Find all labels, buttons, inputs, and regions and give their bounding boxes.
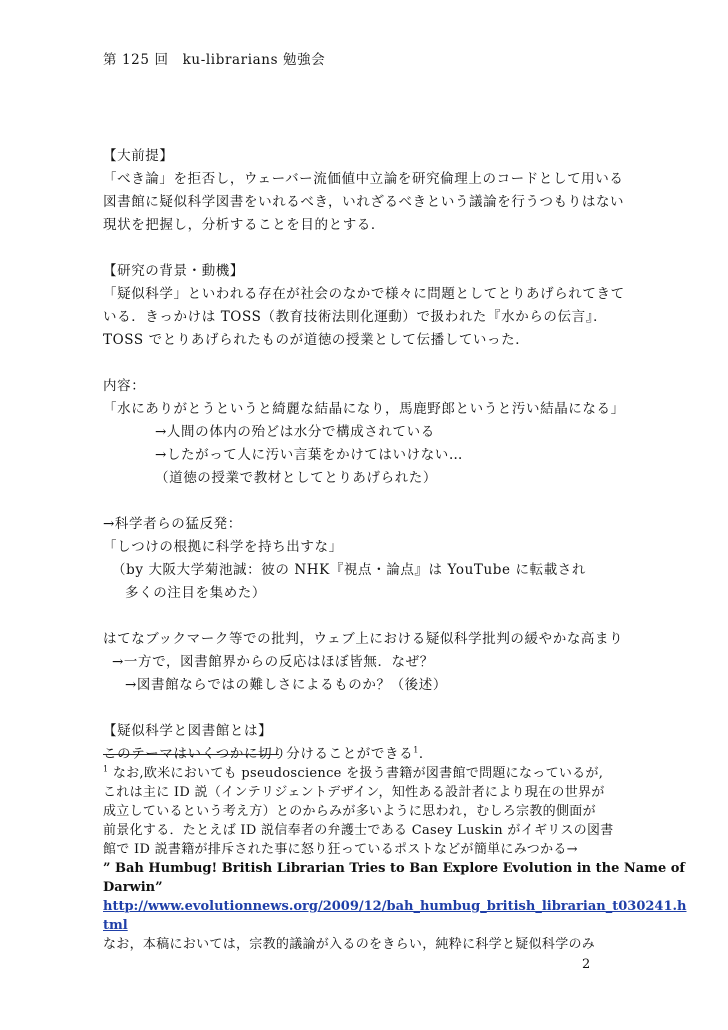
footnote-divider [103,754,279,755]
footnote-line: 前景化する．たとえば ID 説信奉者の弁護士である Casey Luskin がイギリスの図書 [103,823,614,838]
background-line: いる．きっかけは TOSS（教育技術法則化運動）で扱われた『水からの伝言』． [103,309,608,325]
footnote-line: これは主に ID 説（インテリジェントデザイン，知性ある設計者により現在の世界が [103,785,605,800]
criticism-line: →一方で，図書館界からの反応はほぼ皆無．なぜ？ [112,654,434,670]
rebuttal-line: 多くの注目を集めた） [125,585,266,601]
criticism-line: →図書館ならではの難しさによるものか？（後述） [125,677,447,693]
page-number: 2 [582,957,591,972]
footnote-reference[interactable]: 1 [413,745,419,755]
footnote-line: ” Bah Humbug! British Librarian Tries to Ban Explore Evolution in the Name of [103,861,686,876]
premise-line: 現状を把握し，分析することを目的とする． [103,217,385,233]
rebuttal-line: （by 大阪大学菊池誠：彼の NHK『視点・論点』は YouTube に転載され [112,562,586,578]
premise-line: 図書館に疑似科学図書をいれるべき，いれざるべきという議論を行うつもりはない [103,194,625,210]
premise-line: 「べき論」を拒否し，ウェーバー流価値中立論を研究倫理上のコードとして用いる [103,171,624,187]
footnote-line: 成立しているという考え方）とのからみが多いように思われ，むしろ宗教的側面が [103,804,596,819]
footnote-url-link[interactable]: http://www.evolutionnews.org/2009/12/bah_humbug_british_librarian_t030241.h [103,899,687,914]
background-line: TOSS でとりあげられたものが道徳の授業として伝播していった． [103,332,530,348]
content-quote: 「水にありがとうというと綺麗な結晶になり，馬鹿野郎というと汚い結晶になる」 [103,401,625,417]
background-heading: 【研究の背景・動機】 [103,263,244,279]
footnote-line: $^1$ なお,欧米においても pseudoscience を扱う書籍が図書館で問題になっているが, [103,764,604,781]
library-heading: 【疑似科学と図書館とは】 [103,723,273,739]
footnote-mark: 1 [103,764,109,774]
content-line: （道徳の授業で教材としてとりあげられた） [155,470,437,486]
content-line: →人間の体内の殆どは水分で構成されている [155,424,435,440]
page-header: 第 125 回 ku-librarians 勉強会 [103,52,326,68]
library-line: このテーマはいくつかに切り分けることができる$^1$． [103,745,434,762]
content-line: →したがって人に汚い言葉をかけてはいけない… [155,447,464,463]
criticism-line: はてなブックマーク等での批判，ウェブ上における疑似科学批判の緩やかな高まり [103,631,624,647]
footnote-line: Darwin” [103,880,163,895]
premise-heading: 【大前提】 [103,148,174,164]
content-heading: 内容： [103,378,146,394]
footnote-url-link-cont[interactable]: tml [103,918,128,933]
rebuttal-line: →科学者らの猛反発： [103,516,242,532]
background-line: 「疑似科学」といわれる存在が社会のなかで様々に問題としてとりあげられてきて [103,286,625,302]
footnote-line: 館で ID 説書籍が排斥された事に怒り狂っているポストなどが簡単にみつかる→ [103,842,578,857]
footnote-line: なお，本稿においては，宗教的議論が入るのをきらい，純粋に科学と疑似科学のみ [103,937,596,952]
rebuttal-line: 「しつけの根拠に科学を持ち出すな」 [103,539,343,555]
